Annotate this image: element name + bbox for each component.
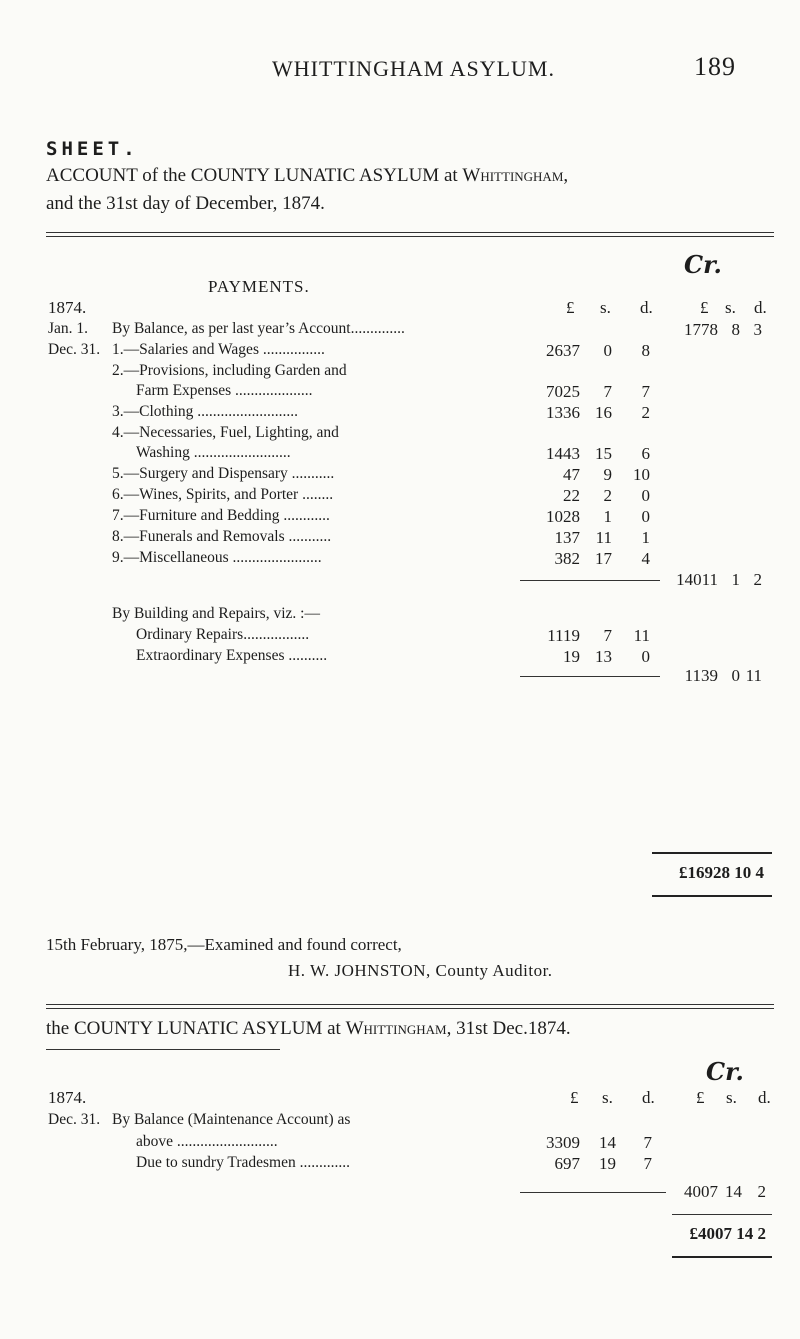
section-rule-2 bbox=[46, 1008, 774, 1009]
item-7-pounds: 1028 bbox=[546, 507, 580, 526]
item-8-label: 8.—Funerals and Removals ........... bbox=[112, 528, 332, 545]
payments-title: PAYMENTS. bbox=[208, 277, 310, 296]
item-1-text: 1.—Salaries and Wages bbox=[112, 341, 259, 358]
balance-date: Jan. 1. bbox=[48, 320, 89, 337]
section-rule-1 bbox=[46, 1004, 774, 1005]
second-col-pence-inner: d. bbox=[642, 1088, 655, 1107]
col-shillings-inner: s. bbox=[600, 298, 611, 317]
second-subtotal-rule bbox=[520, 1192, 666, 1193]
second-row-2-pounds: 697 bbox=[554, 1154, 580, 1173]
building-row-2-pence: 0 bbox=[641, 647, 650, 666]
item-6-label: 6.—Wines, Spirits, and Porter ........ bbox=[112, 486, 334, 503]
item-9-pounds: 382 bbox=[554, 549, 580, 568]
item-6-pence: 0 bbox=[641, 486, 650, 505]
building-row-2-text: Extraordinary Expenses bbox=[136, 647, 285, 664]
balance-leader: .............. bbox=[350, 320, 405, 337]
second-col-pounds-inner: £ bbox=[570, 1088, 579, 1107]
building-row-2-label: Extraordinary Expenses .......... bbox=[136, 647, 328, 664]
item-1-shillings: 0 bbox=[603, 341, 612, 360]
second-row-2-shillings: 19 bbox=[599, 1154, 616, 1173]
cr-mark: Cr. bbox=[684, 250, 722, 279]
item-3-text: 3.—Clothing bbox=[112, 403, 194, 420]
second-col-shillings-inner: s. bbox=[602, 1088, 613, 1107]
item-5-label: 5.—Surgery and Dispensary ........... bbox=[112, 465, 335, 482]
second-col-pence-outer: d. bbox=[758, 1088, 771, 1107]
second-subtotal-pounds: 4007 bbox=[684, 1182, 718, 1201]
top-rule-1 bbox=[46, 232, 774, 233]
building-row-1-label: Ordinary Repairs................. bbox=[136, 626, 310, 643]
col-pounds-outer: £ bbox=[700, 298, 709, 317]
second-year: 1874. bbox=[48, 1088, 87, 1107]
second-row-1-pounds: 3309 bbox=[546, 1133, 580, 1152]
item-9-text: 9.—Miscellaneous bbox=[112, 549, 229, 566]
item-7-pence: 0 bbox=[641, 507, 650, 526]
item-4-pence: 6 bbox=[641, 444, 650, 463]
second-col-shillings-outer: s. bbox=[726, 1088, 737, 1107]
second-date: Dec. 31. bbox=[48, 1111, 101, 1128]
item-5-shillings: 9 bbox=[603, 465, 612, 484]
balance-label bbox=[112, 320, 405, 338]
building-heading: By Building and Repairs, viz. :— bbox=[112, 605, 320, 622]
item-9-pence: 4 bbox=[641, 549, 650, 568]
audit-note: 15th February, 1875,—Examined and found correct, bbox=[46, 935, 402, 954]
item-2-label-2: Farm Expenses .................... bbox=[136, 382, 313, 399]
grand-total-rule-bottom bbox=[652, 895, 772, 897]
item-9-label: 9.—Miscellaneous ....................... bbox=[112, 549, 322, 566]
second-col-pounds-outer: £ bbox=[696, 1088, 705, 1107]
item-2-pence: 7 bbox=[641, 382, 650, 401]
item-3-shillings: 16 bbox=[595, 403, 612, 422]
item-2-shillings: 7 bbox=[603, 382, 612, 401]
second-heading-rule bbox=[46, 1049, 280, 1050]
page-number: 189 bbox=[694, 52, 736, 81]
second-subtotal-shillings: 14 bbox=[725, 1182, 742, 1201]
building-row-1-pence: 11 bbox=[633, 626, 650, 645]
item-3-label: 3.—Clothing .......................... bbox=[112, 403, 299, 420]
item-4-shillings: 15 bbox=[595, 444, 612, 463]
second-subtotal-pence: 2 bbox=[757, 1182, 766, 1201]
item-5-pounds: 47 bbox=[563, 465, 580, 484]
second-row-2-label: Due to sundry Tradesmen ............. bbox=[136, 1154, 350, 1171]
grand-total: £16928 10 4 bbox=[679, 863, 764, 882]
year-label: 1874. bbox=[48, 298, 87, 317]
item-2-pounds: 7025 bbox=[546, 382, 580, 401]
item-8-pence: 1 bbox=[641, 528, 650, 547]
expense-subtotal-rule bbox=[520, 580, 660, 581]
item-8-pounds: 137 bbox=[554, 528, 580, 547]
balance-pence: 3 bbox=[753, 320, 762, 339]
second-cr-mark: Cr. bbox=[706, 1057, 744, 1086]
account-heading-place: Whittingham, bbox=[462, 165, 569, 186]
expense-subtotal-pence: 2 bbox=[753, 570, 762, 589]
item-1-label: 1.—Salaries and Wages ................ bbox=[112, 341, 325, 358]
item-4-label: 4.—Necessaries, Fuel, Lighting, and bbox=[112, 424, 339, 441]
second-row-1-pence: 7 bbox=[643, 1133, 652, 1152]
building-subtotal-pounds: 1139 bbox=[684, 666, 718, 685]
item-5-pence: 10 bbox=[633, 465, 650, 484]
item-8-shillings: 11 bbox=[595, 528, 612, 547]
account-heading-line2: and the 31st day of December, 1874. bbox=[46, 193, 325, 214]
item-7-shillings: 1 bbox=[603, 507, 612, 526]
expense-subtotal-pounds: 14011 bbox=[676, 570, 718, 589]
item-1-pence: 8 bbox=[641, 341, 650, 360]
second-row-1-label-2: above .......................... bbox=[136, 1133, 278, 1150]
second-row-1-shillings: 14 bbox=[599, 1133, 616, 1152]
second-row-2-pence: 7 bbox=[643, 1154, 652, 1173]
building-subtotal-rule bbox=[520, 676, 660, 677]
building-subtotal-shillings: 0 bbox=[731, 666, 740, 685]
building-row-2-shillings: 13 bbox=[595, 647, 612, 666]
second-heading-a: the COUNTY LUNATIC ASYLUM at bbox=[46, 1018, 346, 1039]
sheet-label: SHEET. bbox=[46, 138, 139, 160]
building-row-1-text: Ordinary Repairs bbox=[136, 626, 244, 643]
item-4-pounds: 1443 bbox=[546, 444, 580, 463]
item-6-text: 6.—Wines, Spirits, and Porter bbox=[112, 486, 299, 503]
second-row-1-text-2: above bbox=[136, 1133, 174, 1150]
running-head-title: WHITTINGHAM ASYLUM. bbox=[272, 56, 555, 81]
building-subtotal-pence: 11 bbox=[745, 666, 762, 685]
top-rule-2 bbox=[46, 236, 774, 237]
grand-total-rule-top bbox=[652, 852, 772, 854]
second-heading-date: 31st Dec.1874. bbox=[451, 1018, 571, 1039]
item-3-pence: 2 bbox=[641, 403, 650, 422]
balance-pounds: 1778 bbox=[684, 320, 718, 339]
item-9-shillings: 17 bbox=[595, 549, 612, 568]
second-row-2-text: Due to sundry Tradesmen bbox=[136, 1154, 296, 1171]
balance-text: By Balance, as per last year’s Account bbox=[112, 320, 351, 337]
item-1-pounds: 2637 bbox=[546, 341, 580, 360]
col-shillings-outer: s. bbox=[725, 298, 736, 317]
item-2-text-2: Farm Expenses bbox=[136, 382, 232, 399]
item-date: Dec. 31. bbox=[48, 341, 101, 358]
item-5-text: 5.—Surgery and Dispensary bbox=[112, 465, 288, 482]
expense-subtotal-shillings: 1 bbox=[731, 570, 740, 589]
second-heading bbox=[46, 1018, 571, 1040]
auditor-signature: H. W. JOHNSTON, County Auditor. bbox=[288, 961, 553, 980]
account-heading-line1 bbox=[46, 165, 568, 187]
item-7-label: 7.—Furniture and Bedding ............ bbox=[112, 507, 330, 524]
item-4-label-2: Washing ......................... bbox=[136, 444, 291, 461]
item-3-pounds: 1336 bbox=[546, 403, 580, 422]
item-6-pounds: 22 bbox=[563, 486, 580, 505]
item-4-text-2: Washing bbox=[136, 444, 190, 461]
building-row-2-pounds: 19 bbox=[563, 647, 580, 666]
second-total-rule-top bbox=[672, 1214, 772, 1215]
col-pence-outer: d. bbox=[754, 298, 767, 317]
item-8-text: 8.—Funerals and Removals bbox=[112, 528, 285, 545]
item-2-label: 2.—Provisions, including Garden and bbox=[112, 362, 347, 379]
building-row-1-shillings: 7 bbox=[603, 626, 612, 645]
second-heading-place: Whittingham, bbox=[345, 1018, 452, 1039]
building-row-1-pounds: 1119 bbox=[547, 626, 580, 645]
account-heading-a: ACCOUNT of the COUNTY LUNATIC ASYLUM at bbox=[46, 165, 463, 186]
second-row-1-label: By Balance (Maintenance Account) as bbox=[112, 1111, 351, 1128]
col-pounds-inner: £ bbox=[566, 298, 575, 317]
item-6-shillings: 2 bbox=[603, 486, 612, 505]
second-total: £4007 14 2 bbox=[689, 1224, 766, 1243]
balance-shillings: 8 bbox=[731, 320, 740, 339]
second-total-rule-bottom bbox=[672, 1256, 772, 1258]
col-pence-inner: d. bbox=[640, 298, 653, 317]
item-7-text: 7.—Furniture and Bedding bbox=[112, 507, 280, 524]
